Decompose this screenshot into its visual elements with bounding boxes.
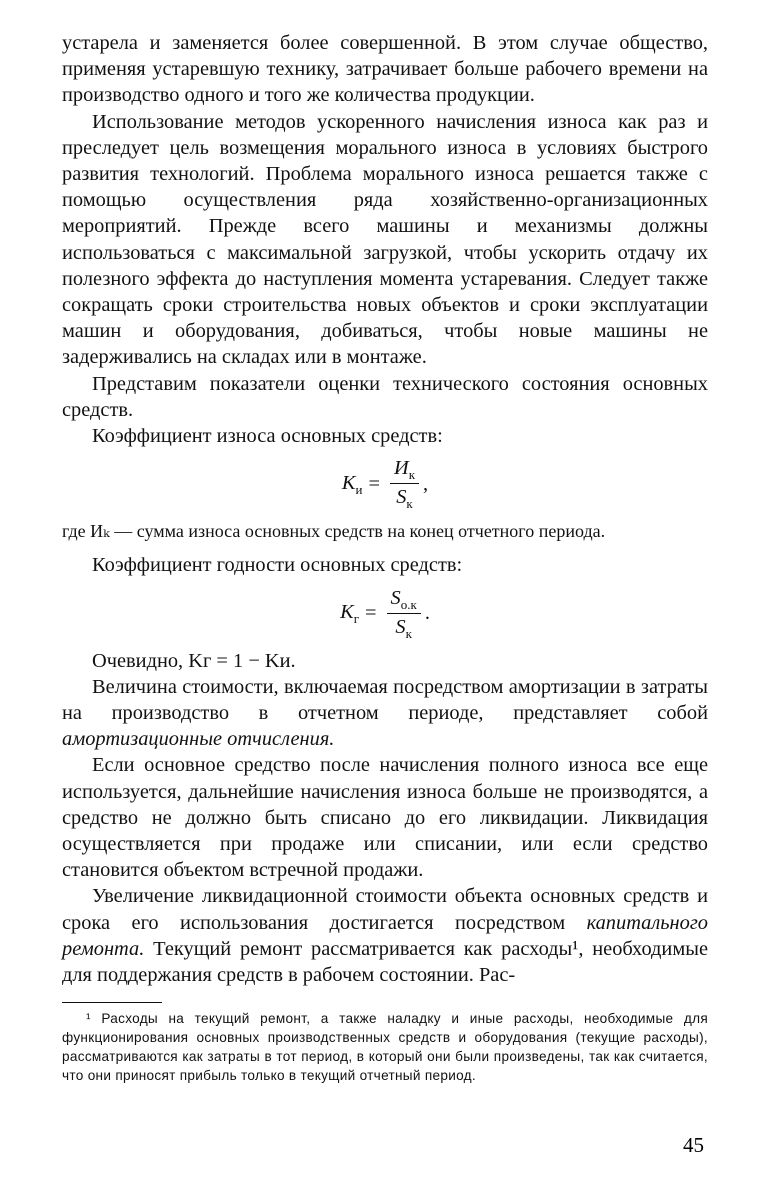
term-depreciation-charges: амортизационные отчисления. <box>62 728 335 751</box>
formula-1-denominator: $S_к$ <box>396 486 413 512</box>
footnote: ¹ Расходы на текущий ремонт, а также наладку и иные расходы, необходимые для функционирования основных производственных средств и оборудования (текущие расходы), рассматриваются как затраты в тот период, в который они были произведены, так как считается, что они приносят прибыль только в текущий отчетный период. <box>62 1011 708 1084</box>
paragraph-10: Увеличение ликвидационной стоимости объекта основных средств и срока его использования достигается посредством капитального ремонта. Текущий ремонт рассматривается как расходы¹, необходимые для поддержания средств в рабочем состоянии. Рас- <box>62 885 708 987</box>
paragraph-5: где Иₖ — сумма износа основных средств на конец отчетного периода. <box>62 521 606 542</box>
page-body <box>62 30 708 1085</box>
term-capital-repair: капитального ремонта. <box>62 911 708 960</box>
paragraph-3: Представим показатели оценки технического состояния основных средств. <box>62 372 708 421</box>
paragraph-4: Коэффициент износа основных средств: <box>92 425 443 448</box>
formula-2-fraction <box>387 585 421 642</box>
formula-1-lhs: $K_и$ <box>341 471 363 497</box>
paragraph-2: Использование методов ускоренного начисления износа как раз и преследует цель возмещения морального износа в условиях быстрого развития технологий. Проблема морального износа решается также с помощью осуществления ряда хозяйственно-организационных мероприятий. Прежде всего машины и механизмы должны использоваться с максимальной загрузкой, чтобы ускорить отдачу их полезного эффекта до наступления момента устаревания. Следует также сокращать сроки строительства новых объектов и сроки эксплуатации машин и оборудования, добиваться, чтобы новые машины не задерживались на складах или в монтаже. <box>62 110 708 369</box>
formula-2-tail: . <box>424 602 430 625</box>
footnote-divider <box>62 1002 162 1003</box>
formula-2-lhs: $K_г$ <box>340 601 360 627</box>
paragraph-7: Очевидно, Kг = 1 − Kи. <box>92 649 296 672</box>
formula-2-numerator: $S_{о.к}$ <box>387 585 421 614</box>
formula-1-numerator: $И_к$ <box>390 455 419 484</box>
paragraph-6: Коэффициент годности основных средств: <box>92 554 463 577</box>
formula-wear-coefficient <box>62 455 708 512</box>
formula-2-denominator: $S_к$ <box>395 615 412 641</box>
formula-1-equals: = <box>368 472 380 495</box>
paragraph-8: Величина стоимости, включаемая посредством амортизации в затраты на производство в отчетном периоде, представляет собой амортизационные отчисления. <box>62 675 708 751</box>
page-number: 45 <box>683 1133 704 1157</box>
paragraph-1: устарела и заменяется более совершенной. В этом случае общество, применяя устаревшую технику, затрачивает больше рабочего времени на производство одного и того же количества продукции. <box>62 32 708 107</box>
formula-fitness-coefficient <box>62 585 708 642</box>
formula-2-equals: = <box>365 602 377 625</box>
formula-1-tail: , <box>423 472 429 495</box>
paragraph-9: Если основное средство после начисления полного износа все еще используется, дальнейшие начисления износа больше не производятся, а средство не должно быть списано до его ликвидации. Ликвидация осуществляется при продаже или списании, или если средство становится объектом встречной продажи. <box>62 754 708 882</box>
formula-1-fraction <box>390 455 419 512</box>
